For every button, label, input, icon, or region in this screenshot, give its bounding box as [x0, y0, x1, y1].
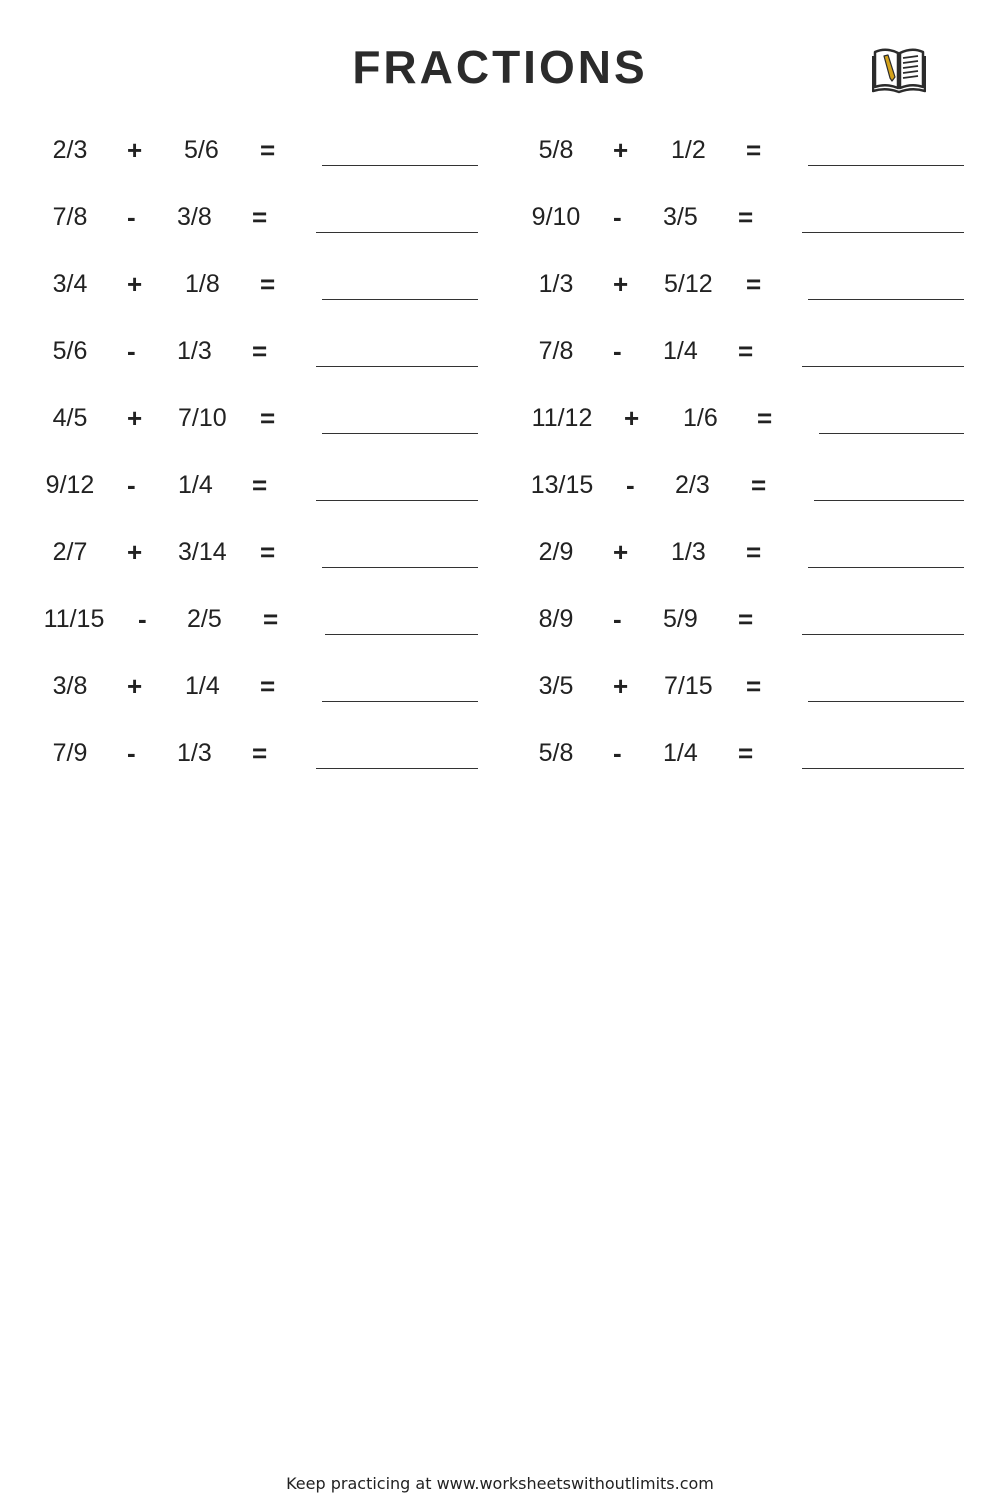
equals-sign: =	[738, 738, 754, 768]
first-operand: 8/9	[538, 605, 574, 633]
first-operand: 9/10	[531, 203, 581, 231]
operator: -	[613, 336, 622, 366]
problem-row	[0, 130, 480, 170]
operator: +	[613, 671, 629, 701]
answer-blank	[802, 634, 964, 635]
equals-sign: =	[746, 269, 762, 299]
second-operand: 1/3	[177, 337, 212, 365]
second-operand: 2/3	[675, 471, 710, 499]
footer-text: Keep practicing at www.worksheetswithoutlimits.com	[286, 1474, 714, 1493]
equals-sign: =	[252, 202, 268, 232]
operator: +	[127, 135, 143, 165]
answer-blank	[316, 232, 478, 233]
operator: +	[624, 403, 640, 433]
first-operand: 7/8	[52, 203, 88, 231]
second-operand: 1/2	[671, 136, 706, 164]
equals-sign: =	[738, 336, 754, 366]
equals-sign: =	[738, 202, 754, 232]
second-operand: 5/6	[184, 136, 219, 164]
answer-blank	[808, 701, 964, 702]
second-operand: 2/5	[187, 605, 222, 633]
operator: -	[127, 470, 136, 500]
first-operand: 2/9	[538, 538, 574, 566]
equals-sign: =	[252, 470, 268, 500]
equals-sign: =	[746, 135, 762, 165]
operator: +	[613, 269, 629, 299]
second-operand: 1/8	[185, 270, 220, 298]
first-operand: 13/15	[530, 471, 594, 499]
page-title: FRACTIONS	[352, 41, 648, 93]
answer-blank	[802, 366, 964, 367]
problem-row	[0, 465, 480, 505]
second-operand: 3/8	[177, 203, 212, 231]
answer-blank	[322, 567, 478, 568]
operator: +	[127, 537, 143, 567]
first-operand: 11/12	[531, 404, 593, 432]
answer-blank	[808, 299, 964, 300]
problem-row	[0, 666, 480, 706]
first-operand: 2/7	[52, 538, 88, 566]
answer-blank	[819, 433, 964, 434]
first-operand: 3/5	[538, 672, 574, 700]
problem-row	[0, 264, 480, 304]
equals-sign: =	[751, 470, 767, 500]
second-operand: 1/3	[671, 538, 706, 566]
first-operand: 1/3	[538, 270, 574, 298]
answer-blank	[814, 500, 964, 501]
problem-row	[486, 398, 966, 438]
problem-row	[486, 532, 966, 572]
problem-row	[486, 130, 966, 170]
operator: -	[127, 336, 136, 366]
second-operand: 3/14	[178, 538, 227, 566]
problem-row	[486, 465, 966, 505]
second-operand: 5/9	[663, 605, 698, 633]
second-operand: 1/3	[177, 739, 212, 767]
problem-row	[0, 197, 480, 237]
second-operand: 1/6	[683, 404, 718, 432]
first-operand: 11/15	[43, 605, 105, 633]
problem-row	[486, 733, 966, 773]
problem-row	[486, 599, 966, 639]
operator: +	[613, 537, 629, 567]
second-operand: 7/15	[664, 672, 713, 700]
answer-blank	[322, 433, 478, 434]
equals-sign: =	[746, 537, 762, 567]
answer-blank	[316, 366, 478, 367]
problem-row	[0, 599, 480, 639]
answer-blank	[316, 768, 478, 769]
second-operand: 5/12	[664, 270, 713, 298]
first-operand: 7/8	[538, 337, 574, 365]
first-operand: 5/6	[52, 337, 88, 365]
equals-sign: =	[252, 336, 268, 366]
answer-blank	[808, 567, 964, 568]
problem-row	[486, 264, 966, 304]
equals-sign: =	[260, 403, 276, 433]
problem-row	[0, 398, 480, 438]
operator: -	[127, 738, 136, 768]
problem-row	[486, 331, 966, 371]
equals-sign: =	[738, 604, 754, 634]
operator: +	[127, 403, 143, 433]
equals-sign: =	[260, 671, 276, 701]
problem-row	[0, 331, 480, 371]
problem-row	[486, 197, 966, 237]
second-operand: 1/4	[178, 471, 213, 499]
equals-sign: =	[260, 537, 276, 567]
operator: -	[138, 604, 147, 634]
operator: +	[127, 269, 143, 299]
operator: -	[626, 470, 635, 500]
answer-blank	[322, 165, 478, 166]
operator: -	[613, 202, 622, 232]
second-operand: 1/4	[663, 337, 698, 365]
answer-blank	[802, 232, 964, 233]
answer-blank	[808, 165, 964, 166]
operator: +	[127, 671, 143, 701]
answer-blank	[325, 634, 478, 635]
second-operand: 1/4	[185, 672, 220, 700]
operator: -	[613, 604, 622, 634]
first-operand: 2/3	[52, 136, 88, 164]
equals-sign: =	[260, 269, 276, 299]
answer-blank	[322, 701, 478, 702]
operator: -	[613, 738, 622, 768]
first-operand: 9/12	[45, 471, 95, 499]
first-operand: 5/8	[538, 136, 574, 164]
problem-row	[0, 733, 480, 773]
operator: +	[613, 135, 629, 165]
first-operand: 3/8	[52, 672, 88, 700]
first-operand: 4/5	[52, 404, 88, 432]
second-operand: 3/5	[663, 203, 698, 231]
answer-blank	[322, 299, 478, 300]
problem-row	[486, 666, 966, 706]
problem-row	[0, 532, 480, 572]
equals-sign: =	[757, 403, 773, 433]
first-operand: 7/9	[52, 739, 88, 767]
operator: -	[127, 202, 136, 232]
first-operand: 3/4	[52, 270, 88, 298]
first-operand: 5/8	[538, 739, 574, 767]
equals-sign: =	[746, 671, 762, 701]
answer-blank	[802, 768, 964, 769]
equals-sign: =	[260, 135, 276, 165]
equals-sign: =	[263, 604, 279, 634]
answer-blank	[316, 500, 478, 501]
equals-sign: =	[252, 738, 268, 768]
second-operand: 1/4	[663, 739, 698, 767]
second-operand: 7/10	[178, 404, 227, 432]
